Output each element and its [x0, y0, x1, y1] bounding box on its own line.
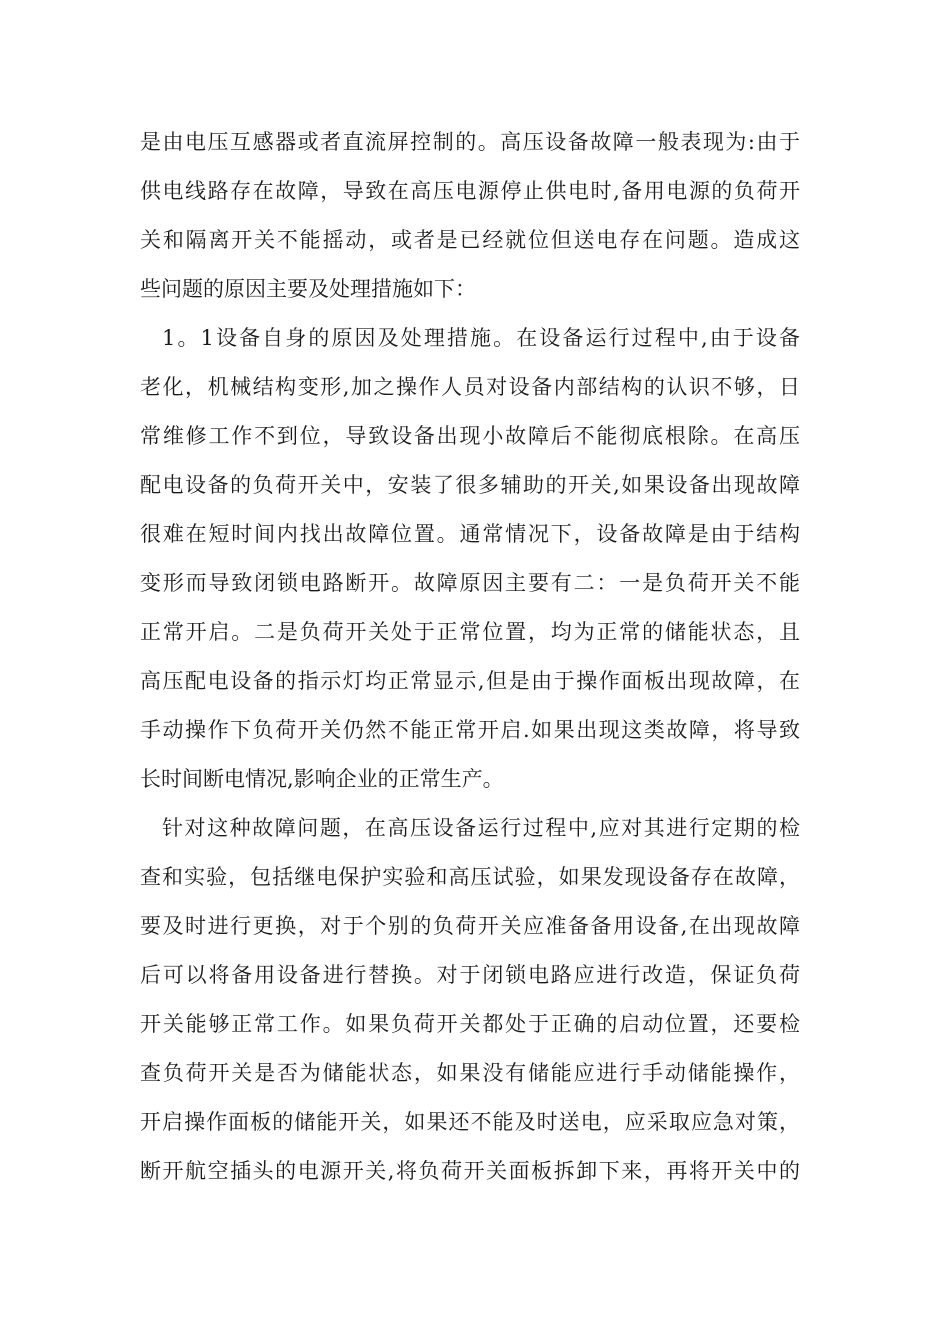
text-line: 关和隔离开关不能摇动，或者是已经就位但送电存在问题。造成这 [140, 228, 800, 252]
text-line: 很难在短时间内找出故障位置。通常情况下，设备故障是由于结构 [140, 522, 800, 546]
text-line: 针对这种故障问题，在高压设备运行过程中,应对其进行定期的检 [162, 816, 800, 840]
text-line: 是由电压互感器或者直流屏控制的。高压设备故障一般表现为:由于 [140, 130, 800, 154]
text-line: 查和实验，包括继电保护实验和高压试验，如果发现设备存在故障， [140, 865, 800, 889]
text-line: 常维修工作不到位，导致设备出现小故障后不能彻底根除。在高压 [140, 424, 800, 448]
text-line: 开启操作面板的储能开关，如果还不能及时送电，应采取应急对策， [140, 1110, 800, 1134]
text-line: 1。1设备自身的原因及处理措施。在设备运行过程中,由于设备 [162, 326, 800, 350]
text-line: 查负荷开关是否为储能状态，如果没有储能应进行手动储能操作， [140, 1061, 800, 1085]
text-line: 配电设备的负荷开关中，安装了很多辅助的开关,如果设备出现故障 [140, 473, 800, 497]
text-line: 变形而导致闭锁电路断开。故障原因主要有二：一是负荷开关不能 [140, 571, 800, 595]
text-line: 开关能够正常工作。如果负荷开关都处于正确的启动位置，还要检 [140, 1012, 800, 1036]
text-line: 断开航空插头的电源开关,将负荷开关面板拆卸下来，再将开关中的 [140, 1159, 800, 1183]
text-line: 老化，机械结构变形,加之操作人员对设备内部结构的认识不够，日 [140, 375, 800, 399]
text-line: 些问题的原因主要及处理措施如下： [140, 277, 476, 301]
text-line: 要及时进行更换，对于个别的负荷开关应准备备用设备,在出现故障 [140, 914, 800, 938]
text-line: 正常开启。二是负荷开关处于正常位置，均为正常的储能状态，且 [140, 620, 800, 644]
body-text [140, 118, 800, 1196]
text-line: 供电线路存在故障，导致在高压电源停止供电时,备用电源的负荷开 [140, 179, 800, 203]
text-line: 长时间断电情况,影响企业的正常生产。 [140, 767, 504, 791]
text-line: 手动操作下负荷开关仍然不能正常开启.如果出现这类故障，将导致 [140, 718, 800, 742]
text-line: 高压配电设备的指示灯均正常显示,但是由于操作面板出现故障，在 [140, 669, 800, 693]
text-line: 后可以将备用设备进行替换。对于闭锁电路应进行改造，保证负荷 [140, 963, 800, 987]
